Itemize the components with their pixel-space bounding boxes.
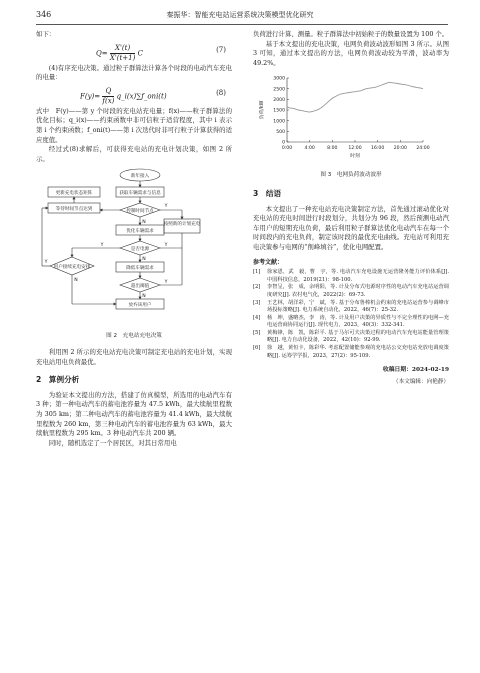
flow-end-label: 放弃该用户 bbox=[128, 303, 152, 309]
eq7-denominator: X'(t+1) bbox=[109, 53, 136, 62]
reference-item bbox=[253, 330, 449, 345]
paragraph: 同时，随机选定了一个居民区，对其日常用电 bbox=[48, 438, 177, 447]
x-axis-label: 时刻 bbox=[350, 154, 360, 160]
eq8-numerator: Q bbox=[102, 87, 114, 97]
y-tick-label: 0 bbox=[282, 140, 285, 146]
reference-text: 王艺林，胡洋彩，宁 斌，等. 基于分布鲁棒机会约束的充电站运营参与调峰市场投标策略[J]. 电力系统自动化，2022，46(7)：25-32. bbox=[267, 299, 449, 314]
eq8-number: (8) bbox=[216, 88, 226, 97]
flow-start-label: 新年接入 bbox=[130, 174, 150, 180]
equation-7 bbox=[36, 40, 232, 64]
references-heading: 参考文献： bbox=[253, 258, 284, 266]
load-fluctuation-chart bbox=[253, 72, 449, 168]
reference-text: 徐家恩，武 毅，曹 宇，等. 电动汽车充电设施无运营隆务能力评价体系[J]. 中国科技信息，2019(21)：98-100. bbox=[267, 269, 449, 283]
reference-number: [2] bbox=[253, 284, 261, 291]
section-2-heading: 2 算例分析 bbox=[36, 375, 80, 385]
page-number: 346 bbox=[36, 10, 52, 19]
header-rule bbox=[36, 24, 448, 25]
reference-number: [3] bbox=[253, 299, 261, 306]
page-header bbox=[0, 0, 480, 22]
intro-text: 如下： bbox=[36, 30, 56, 38]
eq7-numerator: X'(t) bbox=[110, 44, 136, 54]
flow-yes-label: Y bbox=[164, 204, 168, 210]
reference-item bbox=[253, 300, 449, 315]
paragraph: 负荷进行计算、测量。粒子群算法中初始粒子的数量设置为 100 个。 bbox=[253, 30, 449, 38]
paragraph: 本文提出了一种充电站充电决策制定方法，首先通过滚动优化对充电站的充电时间进行时段划分，共划分为 96 段，然后预测电动汽车用户的短期充电负荷，最后利用粒子群算法优化电动汽车在每一个时间段内的充电负荷，制定该时段的最优充电曲线。充电站可利用充电决策参与电网的“削峰填谷”，优化电网配置。 bbox=[253, 204, 449, 251]
flow-exceed-label: 超出阈值 bbox=[130, 284, 150, 290]
x-tick-label: 12:00 bbox=[348, 146, 362, 152]
x-tick-label: 4:00 bbox=[304, 146, 315, 152]
x-tick-label: 0:00 bbox=[281, 146, 293, 152]
eq7-tail: C bbox=[137, 49, 143, 58]
eq7-number: (7) bbox=[216, 45, 226, 54]
equation-8 bbox=[36, 83, 232, 107]
flowchart-figure bbox=[36, 167, 232, 329]
figure-3-caption: 图 3 电网负荷波动波形 bbox=[320, 172, 382, 179]
flow-yes-label: Y bbox=[164, 280, 168, 286]
reference-text: 黄梅锋，陈 凯，陈彩平. 基于马尔可夫决策过程的电动汽车充电站能量管理策略[J]. 电力自动化设备，2022，42(10)：92-99. bbox=[267, 329, 449, 344]
flow-no-label: N bbox=[142, 257, 146, 263]
paragraph: 利用图 2 所示的充电站充电决策可制定充电站的充电计划，实现充电站用电负荷最优。 bbox=[36, 347, 232, 366]
eq8-lhs: F(y)= bbox=[80, 92, 101, 101]
reference-number: [4] bbox=[253, 314, 261, 321]
figure-2-caption: 图 2 充电站充电决策 bbox=[106, 333, 162, 340]
right-column bbox=[253, 30, 449, 387]
reference-text: 徐 越，黄恒卡，陈彩华. 考虑配置储能参观的充电站公交充电站充放电调度策略[J]. 运筹学学报，2023，27(2)：95-109. bbox=[267, 345, 449, 359]
eq8-tail: q_i(x)∑f_oni(t) bbox=[116, 92, 167, 101]
flow-no-label: N bbox=[74, 278, 78, 284]
flow-user-label: 用户接续充电安排 bbox=[53, 265, 91, 271]
reference-list bbox=[253, 269, 449, 360]
reference-item bbox=[253, 345, 449, 360]
eq7-fraction bbox=[110, 44, 136, 63]
reference-text: 李智呈，张 成，余明阳，等. 计及分布式电源时序性的电动汽车充电站运营调度研究[J]. 农村电气化，2022(2)：69-73. bbox=[267, 284, 449, 298]
y-tick-label: 1500 bbox=[273, 108, 285, 114]
y-tick-label: 1000 bbox=[273, 119, 285, 125]
section-3-heading: 3 结语 bbox=[253, 188, 282, 198]
received-date: 收稿日期：2024-02-19 bbox=[382, 367, 449, 374]
flow-yes-label: Y bbox=[100, 243, 104, 249]
x-tick-label: 16:00 bbox=[371, 146, 385, 152]
editor-note: （本文编辑：向艳静） bbox=[393, 378, 449, 385]
flow-peak-label: 是否电源 bbox=[130, 247, 150, 253]
eq8-fraction bbox=[102, 87, 114, 106]
flow-plan-label: 按照新的计划充电 bbox=[163, 222, 201, 228]
running-title: 秦振华：智能充电站运营系统决策模型优化研究 bbox=[166, 11, 314, 19]
reference-item bbox=[253, 315, 449, 330]
paragraph: 经过式(8)求解后，可获得充电站的充电计划决策，如图 2 所示。 bbox=[36, 145, 232, 163]
reference-number: [6] bbox=[253, 345, 261, 352]
y-tick-label: 500 bbox=[276, 130, 285, 136]
y-axis-label: 负荷/kW bbox=[260, 101, 265, 120]
x-tick-label: 20:00 bbox=[393, 146, 407, 152]
eq8-denominator: f(x) bbox=[102, 96, 115, 105]
flow-update-label: 更新充电状态矩阵 bbox=[55, 191, 93, 197]
paragraph: 式中 F(y)——第 y 个时段的充电站充电量；f(x)——粒子群算法的优化目标；q_i(x)——约束函数中非可信粒子适营程度，其中 i 表示第 i 个约束函数；f_oni(t)——第 i 次迭代时非可行粒子计算获得的适应度值。 bbox=[36, 106, 232, 144]
flow-control-label: 控制时间节点 bbox=[126, 209, 154, 215]
paragraph: 为验证本文提出的方法，搭建了仿真模型，所选用的电动汽车有 3 种；第一种电动汽车的蓄电池容量为 47.5 kWh，最大续航里程数为 305 km；第二种电动汽车的蓄电池容量为 41.4 kWh，最大续航里程数为 260 km，第三种电动汽车的蓄电池容量为 63 kWh，最大续航里程数为 295 km。3 种电动汽车共 200 辆。 bbox=[36, 390, 232, 438]
flow-charge-label: 优化车辆需求 bbox=[126, 229, 154, 235]
flow-reduce-label: 降低车辆需求 bbox=[126, 266, 154, 272]
left-column bbox=[36, 30, 232, 448]
reference-number: [5] bbox=[253, 329, 261, 336]
flow-yes-label: Y bbox=[44, 260, 48, 266]
load-series-line bbox=[287, 83, 423, 113]
y-tick-label: 3000 bbox=[273, 76, 285, 82]
flow-yes-label: Y bbox=[164, 243, 168, 249]
flow-no-label: N bbox=[142, 220, 146, 226]
flow-info-label: 获取车辆需求与信息 bbox=[119, 191, 161, 197]
flow-wait-label: 等待时间节点达到 bbox=[55, 207, 93, 213]
x-tick-label: 24:00 bbox=[416, 146, 430, 152]
paragraph: (4)有序充电决策。通过粒子群算法计算各个时段的电动汽车充电的电量： bbox=[36, 63, 232, 82]
reference-item bbox=[253, 284, 449, 299]
paragraph: 基于本文提出的充电决策，电网负荷波动波形如图 3 所示。从图 3 可知，通过本文提出的方法，电网负荷波动较为平滑，波动率为 49.2%。 bbox=[253, 39, 449, 67]
y-tick-label: 2000 bbox=[273, 98, 285, 104]
reference-number: [1] bbox=[253, 269, 261, 276]
eq7-lhs: Q= bbox=[96, 49, 108, 58]
y-tick-label: 2500 bbox=[273, 87, 285, 93]
reference-item bbox=[253, 269, 449, 284]
reference-text: 杨 坤，盛略杰，李 涛，等. 计及用户决策的异质性与不完全理性的电网—充电运营商协同运行[J]. 现代电力，2023，40(3)：332-341. bbox=[267, 314, 449, 329]
flow-no-label: N bbox=[142, 294, 146, 300]
x-tick-label: 8:00 bbox=[327, 146, 338, 152]
